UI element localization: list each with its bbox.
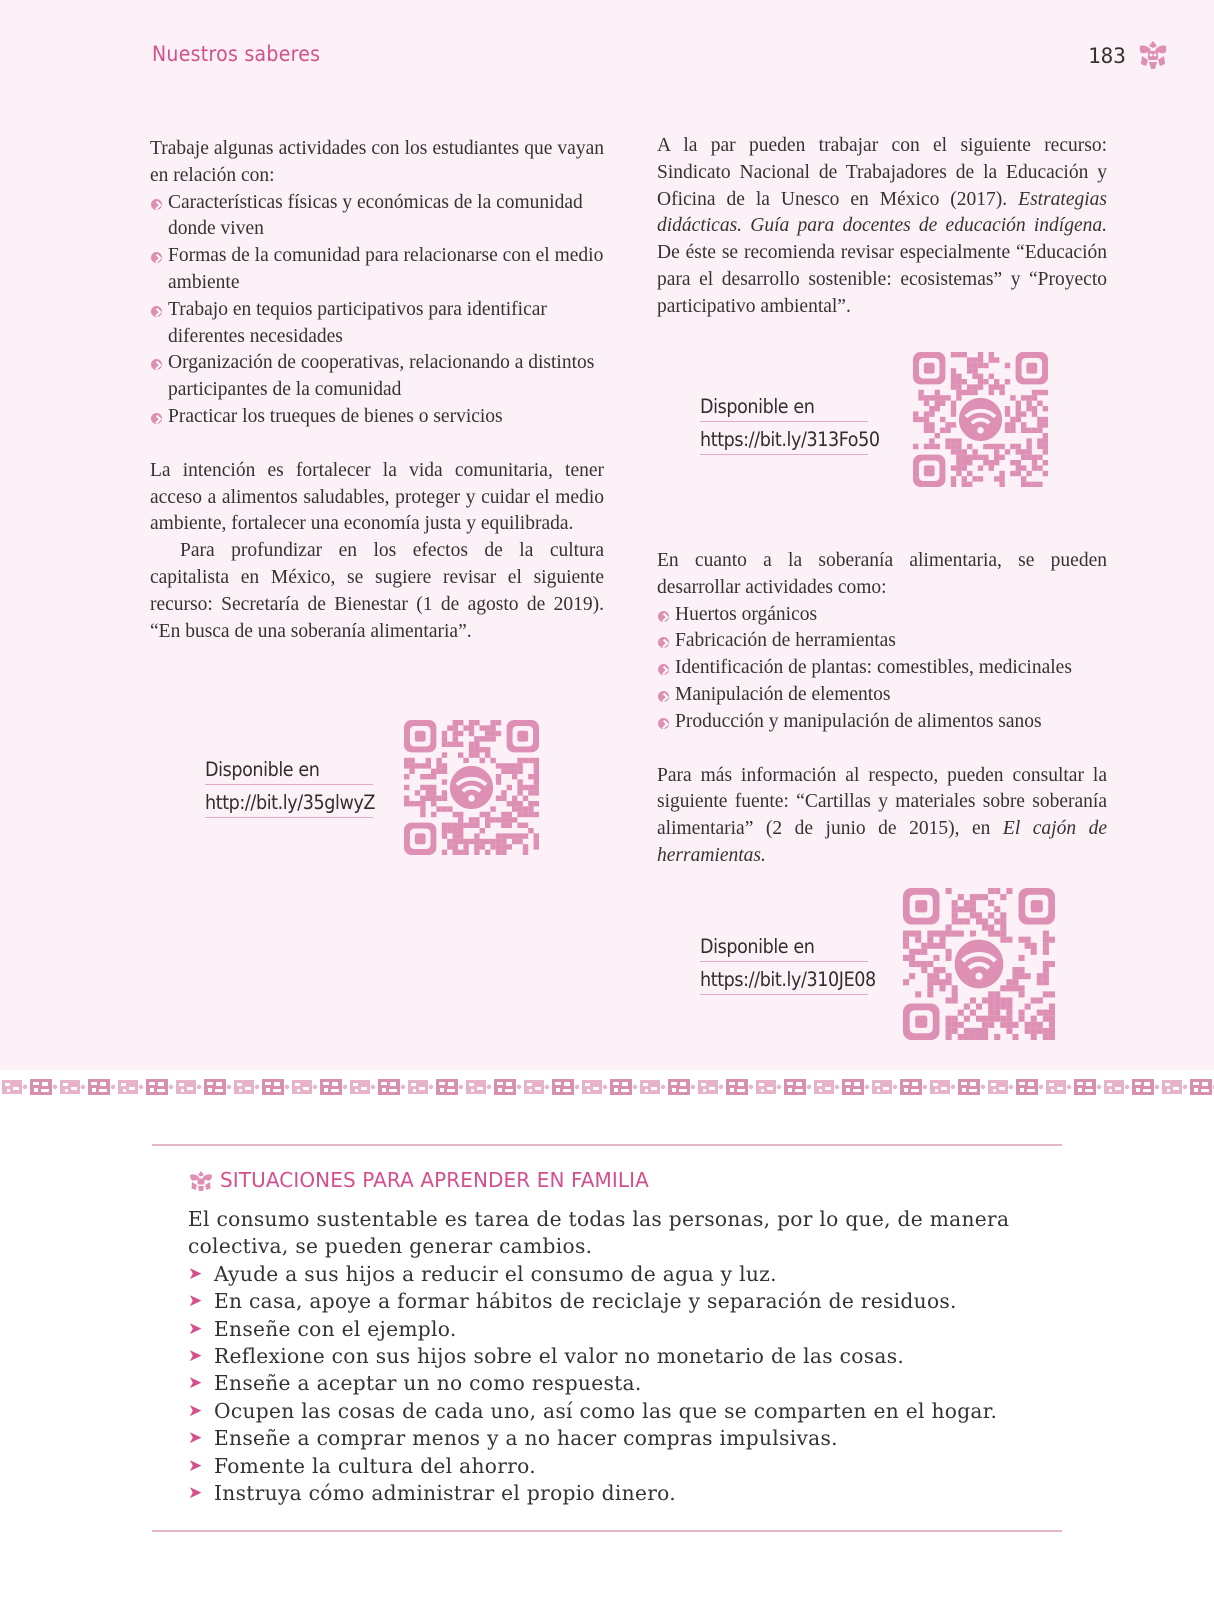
family-body bbox=[188, 1206, 1018, 1507]
list-item: Huertos orgánicos bbox=[657, 602, 1107, 629]
right-column-bottom bbox=[657, 548, 1107, 870]
more-info-paragraph bbox=[657, 763, 1107, 870]
soberania-bullet-list bbox=[657, 602, 1107, 736]
qr-url-link[interactable]: https://bit.ly/310JE08 bbox=[700, 968, 868, 995]
wifi-icon bbox=[448, 764, 494, 810]
family-intro: El consumo sustentable es tarea de todas las personas, por lo que, de manera colectiva, se pueden generar cambios. bbox=[188, 1207, 1010, 1259]
list-item: ➤ Ocupen las cosas de cada uno, así como las que se comparten en el hogar. bbox=[188, 1398, 1018, 1425]
list-item: Producción y manipulación de alimentos sanos bbox=[657, 709, 1107, 736]
list-item: ➤ Fomente la cultura del ahorro. bbox=[188, 1453, 1018, 1480]
resource-title: Estrategias didácticas. Guía para docentes de educación indígena. bbox=[657, 188, 1107, 237]
resource-recommendation: De éste se recomienda revisar especialmente “Educación para el desarrollo sostenible: ecosistemas” y “Proyecto participativo ambiental”. bbox=[657, 242, 1107, 317]
left-paragraph-2: Para profundizar en los efectos de la cultura capitalista en México, se sugiere revisar el siguiente recurso: Secretaría de Bienestar (1 de agosto de 2019). “En busca de una soberanía alimentaria”. bbox=[150, 540, 604, 642]
qr-url-link[interactable]: https://bit.ly/313Fo50 bbox=[700, 428, 868, 455]
list-item: Identificación de plantas: comestibles, medicinales bbox=[657, 655, 1107, 682]
list-item: Características físicas y económicas de la comunidad donde viven bbox=[150, 190, 604, 244]
qr-code-right-1[interactable] bbox=[913, 352, 1048, 487]
family-section-title: SITUACIONES PARA APRENDER EN FAMILIA bbox=[220, 1168, 649, 1192]
family-section bbox=[152, 1144, 1062, 1532]
list-item: Formas de la comunidad para relacionarse con el medio ambiente bbox=[150, 243, 604, 297]
qr-available-label: Disponible en bbox=[700, 395, 868, 422]
wifi-icon bbox=[957, 396, 1003, 442]
resource-paragraph bbox=[657, 133, 1107, 321]
list-item: Practicar los trueques de bienes o servicios bbox=[150, 404, 604, 431]
resource-citation: A la par pueden trabajar con el siguiente recurso: Sindicato Nacional de Trabajadores de la Educación y Oficina de la Unesco en México (2017). bbox=[657, 135, 1107, 210]
qr-code-left[interactable] bbox=[404, 720, 539, 855]
list-item: ➤ Enseñe con el ejemplo. bbox=[188, 1316, 1018, 1343]
emblem-icon bbox=[1136, 38, 1170, 72]
list-item: Organización de cooperativas, relacionando a distintos participantes de la comunidad bbox=[150, 350, 604, 404]
left-column bbox=[150, 136, 604, 645]
qr-url-link[interactable]: http://bit.ly/35glwyZ bbox=[205, 791, 373, 818]
left-bullet-list bbox=[150, 190, 604, 431]
more-info-text: Para más información al respecto, pueden consultar la siguiente fuente: “Cartillas y materiales sobre soberanía alimentaria” (2 de junio de 2015), en bbox=[657, 764, 1107, 840]
list-item: ➤ Enseñe a aceptar un no como respuesta. bbox=[188, 1370, 1018, 1397]
left-intro: Trabaje algunas actividades con los estudiantes que vayan en relación con: bbox=[150, 138, 604, 186]
right-column-top bbox=[657, 133, 1107, 321]
page-number: 183 bbox=[1088, 44, 1126, 68]
list-item: Trabajo en tequios participativos para identificar diferentes necesidades bbox=[150, 297, 604, 351]
list-item: ➤ Ayude a sus hijos a reducir el consumo de agua y luz. bbox=[188, 1261, 1018, 1288]
decorative-border bbox=[0, 1075, 1214, 1099]
qr-caption-right-1 bbox=[700, 395, 880, 461]
qr-caption-right-2 bbox=[700, 935, 876, 1001]
more-info-source: El cajón de herramientas. bbox=[657, 818, 1107, 866]
soberania-intro: En cuanto a la soberanía alimentaria, se pueden desarrollar actividades como: bbox=[657, 550, 1107, 598]
left-paragraph-1: La intención es fortalecer la vida comunitaria, tener acceso a alimentos saludables, proteger y cuidar el medio ambiente, fortalecer una economía justa y equilibrada. bbox=[150, 459, 604, 535]
qr-available-label: Disponible en bbox=[700, 935, 868, 962]
list-item: ➤ En casa, apoye a formar hábitos de reciclaje y separación de residuos. bbox=[188, 1288, 1018, 1315]
qr-code-right-2[interactable] bbox=[903, 888, 1055, 1040]
list-item: Fabricación de herramientas bbox=[657, 628, 1107, 655]
family-list bbox=[188, 1261, 1018, 1508]
qr-caption-left bbox=[205, 758, 376, 824]
list-item: ➤ Instruya cómo administrar el propio dinero. bbox=[188, 1480, 1018, 1507]
qr-available-label: Disponible en bbox=[205, 758, 373, 785]
emblem-icon bbox=[189, 1170, 213, 1192]
section-title: Nuestros saberes bbox=[152, 42, 321, 66]
list-item: Manipulación de elementos bbox=[657, 682, 1107, 709]
list-item: ➤ Enseñe a comprar menos y a no hacer compras impulsivas. bbox=[188, 1425, 1018, 1452]
list-item: ➤ Reflexione con sus hijos sobre el valor no monetario de las cosas. bbox=[188, 1343, 1018, 1370]
wifi-icon bbox=[953, 938, 1005, 990]
